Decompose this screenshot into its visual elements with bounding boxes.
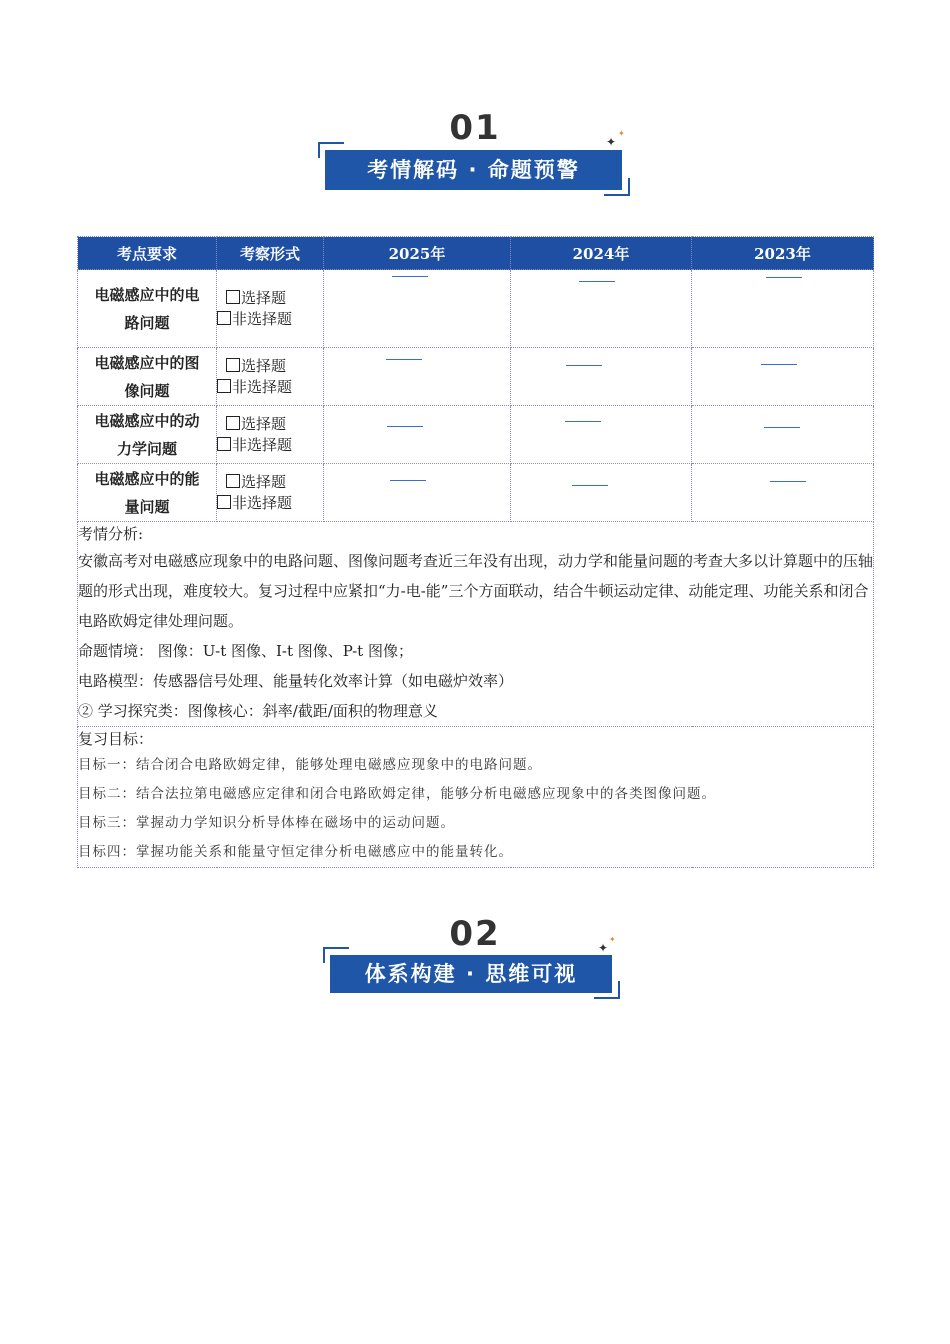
year-cell xyxy=(324,406,511,464)
topic-text: 路问题 xyxy=(124,313,170,332)
form-cell xyxy=(217,270,324,348)
form-cell xyxy=(217,464,324,522)
table-row xyxy=(78,464,874,522)
option-label: 选择题 xyxy=(241,288,287,307)
year-cell xyxy=(324,348,511,406)
goals-row xyxy=(78,727,874,868)
topic-cell xyxy=(78,406,217,464)
topic-text: 电磁感应中的电 xyxy=(94,285,200,304)
answer-blank xyxy=(766,277,802,278)
checkbox[interactable] xyxy=(226,358,240,372)
year-cell xyxy=(324,464,511,522)
topic-text: 电磁感应中的动 xyxy=(94,411,200,430)
goal-item: 目标二：结合法拉第电磁感应定律和闭合电路欧姆定律，能够分析电磁感应现象中的各类图像问题。 xyxy=(78,786,716,802)
option-label: 选择题 xyxy=(241,356,287,375)
answer-blank xyxy=(392,276,428,277)
topic-text: 力学问题 xyxy=(116,439,177,458)
header-cell: 考察形式 xyxy=(217,237,324,270)
table-row xyxy=(78,348,874,406)
section-title: 考情解码 · 命题预警 xyxy=(325,150,622,190)
year-cell xyxy=(692,406,874,464)
exam-analysis-table xyxy=(77,236,874,868)
header-cell: 考点要求 xyxy=(78,237,217,270)
year-cell xyxy=(511,270,692,348)
option-label: 非选择题 xyxy=(232,377,293,396)
answer-blank xyxy=(764,427,800,428)
analysis-cell xyxy=(78,522,874,727)
section-number: 02 xyxy=(449,914,501,954)
topic-text: 电磁感应中的图 xyxy=(94,353,200,372)
option-label: 选择题 xyxy=(241,414,287,433)
year-cell xyxy=(324,270,511,348)
goals-heading: 复习目标： xyxy=(78,730,154,748)
year-cell xyxy=(692,270,874,348)
table-row xyxy=(78,270,874,348)
checkbox[interactable] xyxy=(217,311,231,325)
goals-cell xyxy=(78,727,874,868)
answer-blank xyxy=(566,365,602,366)
answer-blank xyxy=(390,480,426,481)
checkbox[interactable] xyxy=(226,474,240,488)
topic-cell xyxy=(78,348,217,406)
scenario-text: 命题情境： 图像：U-t 图像、I-t 图像、P-t 图像； xyxy=(78,642,413,660)
section-number: 01 xyxy=(449,108,501,148)
topic-cell xyxy=(78,270,217,348)
answer-blank xyxy=(579,281,615,282)
topic-text: 像问题 xyxy=(124,381,170,400)
sparkle-icon: ✦ xyxy=(606,135,617,149)
sparkle-icon: ✦ xyxy=(618,129,625,138)
option-label: 非选择题 xyxy=(232,435,293,454)
year-cell xyxy=(511,348,692,406)
answer-blank xyxy=(565,421,601,422)
goal-item: 目标三：掌握动力学知识分析导体棒在磁场中的运动问题。 xyxy=(78,815,455,831)
checkbox[interactable] xyxy=(226,290,240,304)
header-cell: 2023年 xyxy=(692,237,874,270)
answer-blank xyxy=(386,359,422,360)
sparkle-icon: ✦ xyxy=(609,935,616,944)
year-cell xyxy=(511,464,692,522)
banner-bracket xyxy=(594,981,620,999)
table-header-row xyxy=(78,237,874,270)
option-label: 非选择题 xyxy=(232,309,293,328)
section-title: 体系构建 · 思维可视 xyxy=(330,955,612,993)
topic-text: 量问题 xyxy=(124,497,170,516)
header-cell: 2025年 xyxy=(324,237,511,270)
answer-blank xyxy=(572,485,608,486)
answer-blank xyxy=(387,426,423,427)
goal-item: 目标一：结合闭合电路欧姆定律，能够处理电磁感应现象中的电路问题。 xyxy=(78,757,542,773)
checkbox[interactable] xyxy=(217,379,231,393)
checkbox[interactable] xyxy=(217,495,231,509)
form-cell xyxy=(217,406,324,464)
checkbox[interactable] xyxy=(217,437,231,451)
year-cell xyxy=(692,348,874,406)
banner-bracket xyxy=(604,178,630,196)
circuit-model-text: 电路模型：传感器信号处理、能量转化效率计算（如电磁炉效率） xyxy=(78,672,514,690)
analysis-heading: 考情分析: xyxy=(78,525,144,543)
answer-blank xyxy=(770,481,806,482)
table-row xyxy=(78,406,874,464)
form-cell xyxy=(217,348,324,406)
option-label: 非选择题 xyxy=(232,493,293,512)
header-cell: 2024年 xyxy=(511,237,692,270)
topic-cell xyxy=(78,464,217,522)
answer-blank xyxy=(761,364,797,365)
year-cell xyxy=(692,464,874,522)
option-label: 选择题 xyxy=(241,472,287,491)
checkbox[interactable] xyxy=(226,416,240,430)
analysis-row xyxy=(78,522,874,727)
study-text: ② 学习探究类：图像核心：斜率/截距/面积的物理意义 xyxy=(78,702,438,720)
goal-item: 目标四：掌握功能关系和能量守恒定律分析电磁感应中的能量转化。 xyxy=(78,844,513,860)
analysis-paragraph: 安徽高考对电磁感应现象中的电路问题、图像问题考查近三年没有出现，动力学和能量问题的考查大多以计算题中的压轴题的形式出现，难度较大。复习过程中应紧扣“力-电-能”三个方面联动，结合牛顿运动定律、动能定理、功能关系和闭合电路欧姆定律处理问题。 xyxy=(78,552,874,630)
topic-text: 电磁感应中的能 xyxy=(94,469,200,488)
year-cell xyxy=(511,406,692,464)
sparkle-icon: ✦ xyxy=(598,941,609,955)
